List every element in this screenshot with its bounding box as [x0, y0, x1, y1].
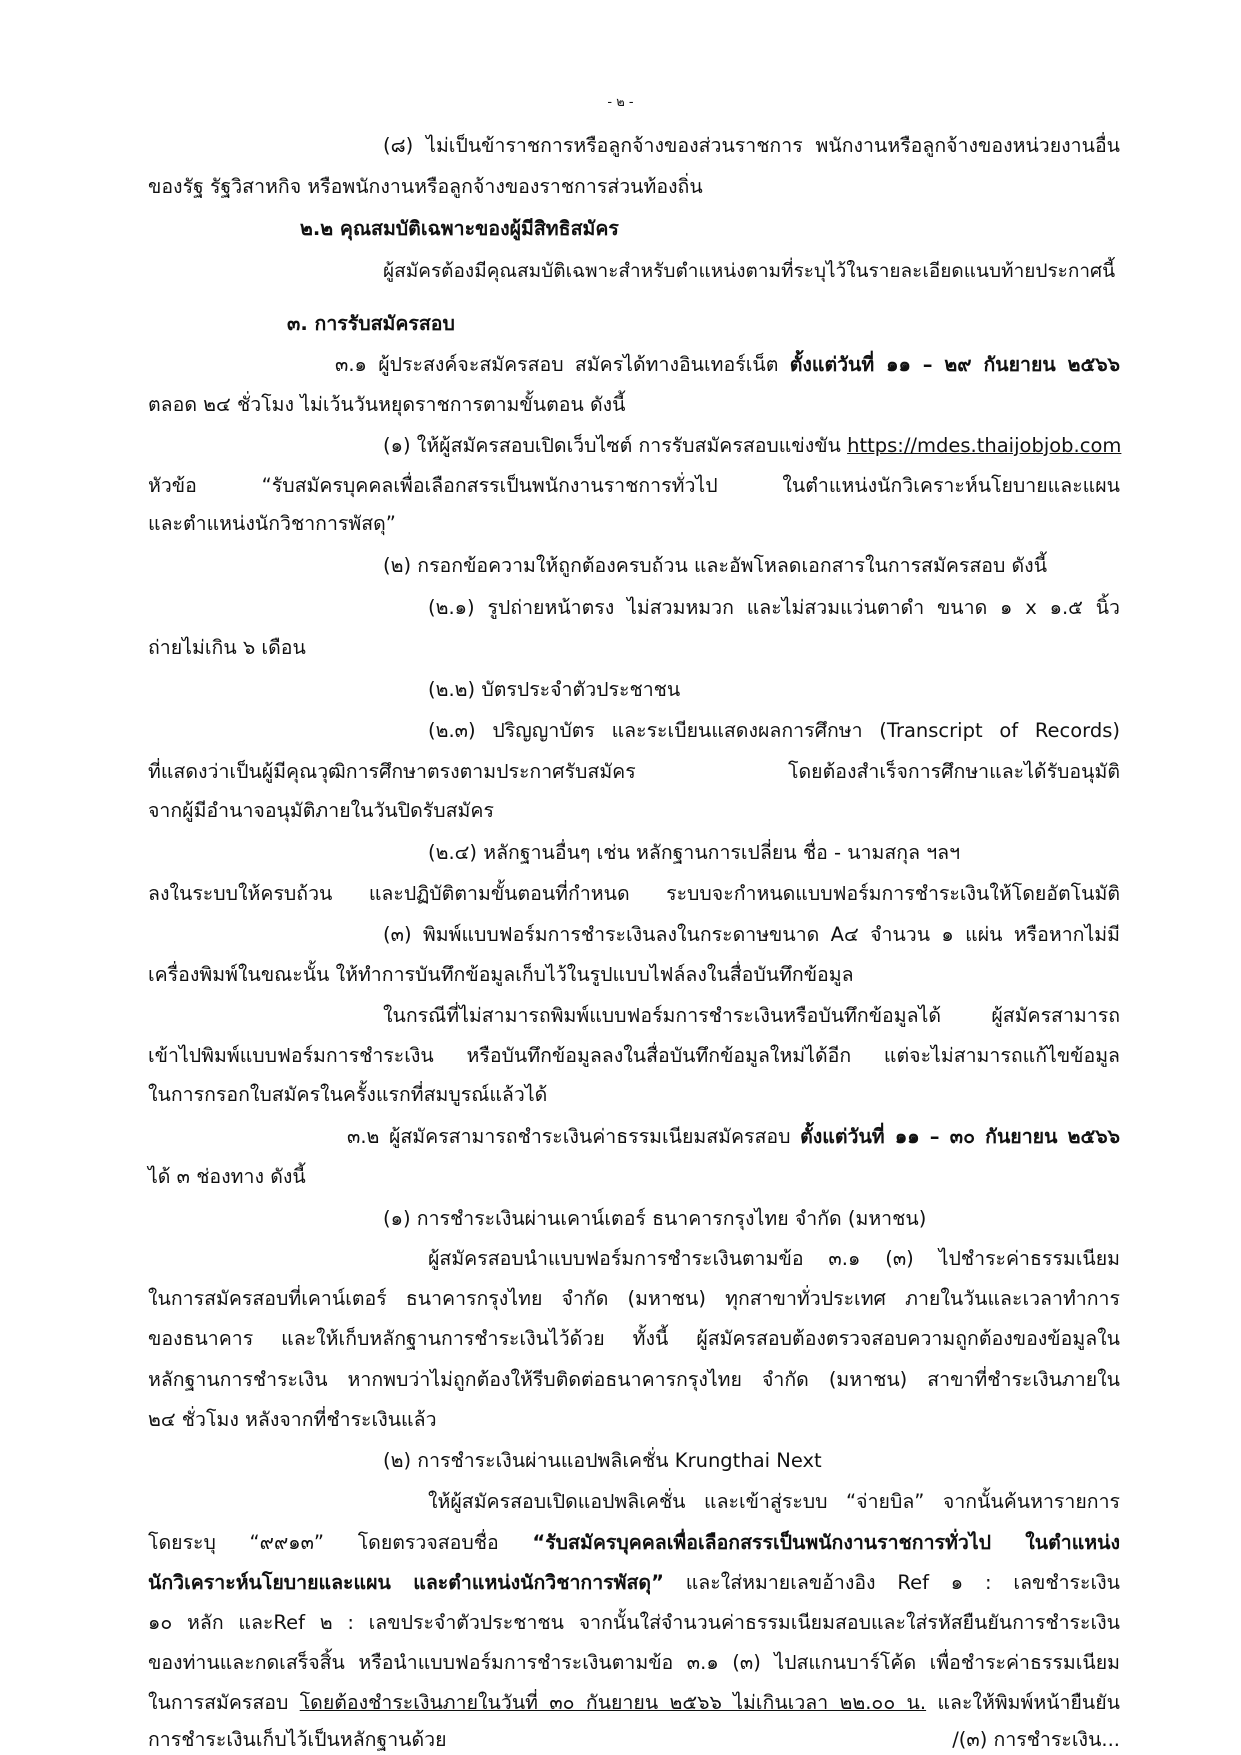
paragraph-line: โดยระบุ “๙๙๑๓” โดยตรวจสอบชื่อ “รับสมัครบุคคลเพื่อเลือกสรรเป็นพนักงานราชการทั่วไป ในตำแหน่ง: [148, 1531, 1120, 1554]
paragraph-line: ในการกรอกใบสมัครในครั้งแรกที่สมบูรณ์แล้วได้: [148, 1083, 548, 1106]
paragraph-line: (๒) กรอกข้อความให้ถูกต้องครบถ้วน และอัพโหลดเอกสารในการสมัครสอบ ดังนี้: [383, 554, 1048, 577]
paragraph-line: ๑๐ หลัก และRef ๒ : เลขประจำตัวประชาชน จากนั้นใส่จำนวนค่าธรรมเนียมสอบและใส่รหัสยืนยันการชำระเงิน: [148, 1611, 1120, 1634]
paragraph-line: การชำระเงินเก็บไว้เป็นหลักฐานด้วย: [148, 1728, 447, 1751]
paragraph-line: ๓.๒ ผู้สมัครสามารถชำระเงินค่าธรรมเนียมสมัครสอบ ตั้งแต่วันที่ ๑๑ – ๓๐ กันยายน ๒๕๖๖: [347, 1125, 1120, 1148]
paragraph-line: เครื่องพิมพ์ในขณะนั้น ให้ทำการบันทึกข้อมูลเก็บไว้ในรูปแบบไฟล์ลงในสื่อบันทึกข้อมูล: [148, 963, 854, 986]
paragraph-line: ๓.๑ ผู้ประสงค์จะสมัครสอบ สมัครได้ทางอินเทอร์เน็ต ตั้งแต่วันที่ ๑๑ – ๒๙ กันยายน ๒๕๖๖: [335, 353, 1120, 376]
payment-period: ตั้งแต่วันที่ ๑๑ – ๓๐ กันยายน ๒๕๖๖: [800, 1125, 1120, 1148]
paragraph-line: ในการสมัครสอบ โดยต้องชำระเงินภายในวันที่ ๓๐ กันยายน ๒๕๖๖ ไม่เกินเวลา ๒๒.๐๐ น. และให้พิมพ์หน้ายืนยัน: [148, 1691, 1120, 1714]
paragraph-line: เข้าไปพิมพ์แบบฟอร์มการชำระเงิน หรือบันทึกข้อมูลลงในสื่อบันทึกข้อมูลใหม่ได้อีก แต่จะไม่สามารถแก้ไขข้อมูล: [148, 1044, 1120, 1067]
paragraph-line: และตำแหน่งนักวิชาการพัสดุ”: [148, 512, 396, 535]
paragraph-line: (๑) การชำระเงินผ่านเคาน์เตอร์ ธนาคารกรุงไทย จำกัด (มหาชน): [383, 1207, 927, 1230]
paragraph-line: ที่แสดงว่าเป็นผู้มีคุณวุฒิการศึกษาตรงตามประกาศรับสมัคร โดยต้องสำเร็จการศึกษาและได้รับอนุมัติ: [148, 760, 1120, 783]
application-period: ตั้งแต่วันที่ ๑๑ – ๒๙ กันยายน ๒๕๖๖: [789, 353, 1120, 376]
paragraph-line: จากผู้มีอำนาจอนุมัติภายในวันปิดรับสมัคร: [148, 799, 494, 822]
paragraph-line: (๑) ให้ผู้สมัครสอบเปิดเว็บไซต์ การรับสมัครสอบแข่งขัน https://mdes.thaijobjob.com: [383, 434, 1122, 457]
paragraph-line: (๒.๒) บัตรประจำตัวประชาชน: [428, 678, 681, 701]
paragraph-line: (๒.๑) รูปถ่ายหน้าตรง ไม่สวมหมวก และไม่สวมแว่นตาดำ ขนาด ๑ x ๑.๕ นิ้ว: [428, 596, 1120, 619]
paragraph-line: หลักฐานการชำระเงิน หากพบว่าไม่ถูกต้องให้รีบติดต่อธนาคารกรุงไทย จำกัด (มหาชน) สาขาที่ชำระเงินภายใน: [148, 1368, 1120, 1391]
paragraph-line: (๓) พิมพ์แบบฟอร์มการชำระเงินลงในกระดาษขนาด A๔ จำนวน ๑ แผ่น หรือหากไม่มี: [383, 923, 1120, 946]
paragraph-line: (๒) การชำระเงินผ่านแอปพลิเคชั่น Krungthai Next: [383, 1449, 822, 1472]
paragraph-line: (๘) ไม่เป็นข้าราชการหรือลูกจ้างของส่วนราชการ พนักงานหรือลูกจ้างของหน่วยงานอื่น: [383, 134, 1120, 157]
paragraph-line: ของท่านและกดเสร็จสิ้น หรือนำแบบฟอร์มการชำระเงินตามข้อ ๓.๑ (๓) ไปสแกนบาร์โค้ด เพื่อชำระค่าธรรมเนียม: [148, 1651, 1120, 1674]
paragraph-line: ของรัฐ รัฐวิสาหกิจ หรือพนักงานหรือลูกจ้างของราชการส่วนท้องถิ่น: [148, 175, 703, 198]
paragraph-line: (๒.๓) ปริญญาบัตร และระเบียนแสดงผลการศึกษา (Transcript of Records): [428, 719, 1120, 742]
paragraph-line: นักวิเคราะห์นโยบายและแผน และตำแหน่งนักวิชาการพัสดุ” และใส่หมายเลขอ้างอิง Ref ๑ : เลขชำระเงิน: [148, 1571, 1120, 1594]
paragraph-line: ตลอด ๒๔ ชั่วโมง ไม่เว้นวันหยุดราชการตามขั้นตอน ดังนี้: [148, 393, 626, 416]
paragraph-line: หัวข้อ “รับสมัครบุคคลเพื่อเลือกสรรเป็นพนักงานราชการทั่วไป ในตำแหน่งนักวิเคราะห์นโยบายและแผน: [148, 474, 1120, 497]
paragraph-line: ให้ผู้สมัครสอบเปิดแอปพลิเคชั่น และเข้าสู่ระบบ “จ่ายบิล” จากนั้นค้นหารายการ: [428, 1490, 1120, 1513]
paragraph-line: ลงในระบบให้ครบถ้วน และปฏิบัติตามขั้นตอนที่กำหนด ระบบจะกำหนดแบบฟอร์มการชำระเงินให้โดยอัตโนมัติ: [148, 882, 1120, 905]
continuation-note: /(๓) การชำระเงิน...: [952, 1728, 1120, 1751]
section-heading: ๒.๒ คุณสมบัติเฉพาะของผู้มีสิทธิสมัคร: [300, 217, 619, 240]
payment-deadline: โดยต้องชำระเงินภายในวันที่ ๓๐ กันยายน ๒๕๖๖ ไม่เกินเวลา ๒๒.๐๐ น.: [299, 1691, 927, 1714]
page-number: - ๒ -: [607, 95, 634, 110]
paragraph-line: ผู้สมัครสอบนำแบบฟอร์มการชำระเงินตามข้อ ๓.๑ (๓) ไปชำระค่าธรรมเนียม: [428, 1247, 1120, 1270]
paragraph-line: ผู้สมัครต้องมีคุณสมบัติเฉพาะสำหรับตำแหน่งตามที่ระบุไว้ในรายละเอียดแนบท้ายประกาศนี้: [383, 260, 1116, 282]
paragraph-line: ถ่ายไม่เกิน ๖ เดือน: [148, 636, 306, 659]
paragraph-line: ในกรณีที่ไม่สามารถพิมพ์แบบฟอร์มการชำระเงินหรือบันทึกข้อมูลได้ ผู้สมัครสามารถ: [383, 1004, 1120, 1027]
paragraph-line: (๒.๔) หลักฐานอื่นๆ เช่น หลักฐานการเปลี่ยน ชื่อ - นามสกุล ฯลฯ: [428, 841, 961, 864]
paragraph-line: ของธนาคาร และให้เก็บหลักฐานการชำระเงินไว้ด้วย ทั้งนี้ ผู้สมัครสอบต้องตรวจสอบความถูกต้องของข้อมูลใน: [148, 1327, 1120, 1350]
website-link[interactable]: https://mdes.thaijobjob.com: [847, 434, 1122, 457]
section-heading: ๓. การรับสมัครสอบ: [287, 312, 455, 335]
paragraph-line: ในการสมัครสอบที่เคาน์เตอร์ ธนาคารกรุงไทย จำกัด (มหาชน) ทุกสาขาทั่วประเทศ ภายในวันและเวลาทำการ: [148, 1287, 1120, 1310]
paragraph-line: ๒๔ ชั่วโมง หลังจากที่ชำระเงินแล้ว: [148, 1408, 437, 1431]
paragraph-line: ได้ ๓ ช่องทาง ดังนี้: [148, 1165, 306, 1188]
